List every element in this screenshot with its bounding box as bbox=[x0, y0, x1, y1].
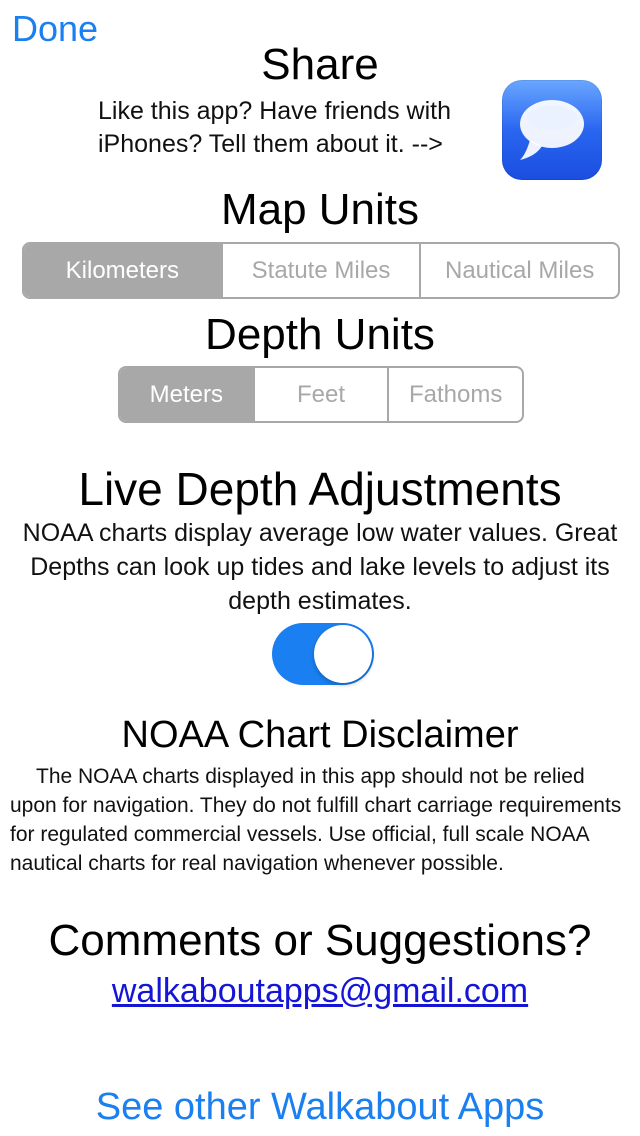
share-description: Like this app? Have friends with iPhones? Tell them about it. --> bbox=[98, 97, 451, 158]
messages-icon[interactable] bbox=[502, 80, 602, 180]
map-units-title: Map Units bbox=[220, 185, 420, 234]
live-depth-description: NOAA charts display average low water values. Great Depths can look up tides and lake levels to adjust its depth estimates. bbox=[22, 519, 618, 615]
done-button[interactable]: Done bbox=[12, 8, 99, 49]
other-apps-link[interactable]: See other Walkabout Apps bbox=[95, 1086, 545, 1128]
toggle-knob bbox=[314, 625, 372, 683]
map-units-segmented-control bbox=[22, 242, 620, 299]
map-units-option-kilometers[interactable]: Kilometers bbox=[24, 244, 221, 297]
share-title: Share bbox=[261, 40, 379, 89]
map-units-option-statute-miles[interactable]: Statute Miles bbox=[221, 244, 420, 297]
depth-units-option-meters[interactable]: Meters bbox=[120, 368, 253, 421]
comments-title: Comments or Suggestions? bbox=[48, 916, 592, 965]
depth-units-option-feet[interactable]: Feet bbox=[253, 368, 388, 421]
depth-units-title: Depth Units bbox=[205, 310, 435, 359]
live-depth-title: Live Depth Adjustments bbox=[78, 463, 562, 515]
depth-units-segmented-control bbox=[118, 366, 524, 423]
map-units-option-nautical-miles[interactable]: Nautical Miles bbox=[419, 244, 618, 297]
live-depth-toggle[interactable] bbox=[272, 623, 374, 685]
email-link[interactable]: walkaboutapps@gmail.com bbox=[111, 972, 529, 1010]
depth-units-option-fathoms[interactable]: Fathoms bbox=[387, 368, 522, 421]
disclaimer-text: The NOAA charts displayed in this app should not be relied upon for navigation. They do not fulfill chart carriage requirements for regulated commercial vessels. Use official, full scale NOAA nautical charts for real navigation whenever possible. bbox=[10, 765, 622, 875]
disclaimer-title: NOAA Chart Disclaimer bbox=[121, 714, 519, 756]
